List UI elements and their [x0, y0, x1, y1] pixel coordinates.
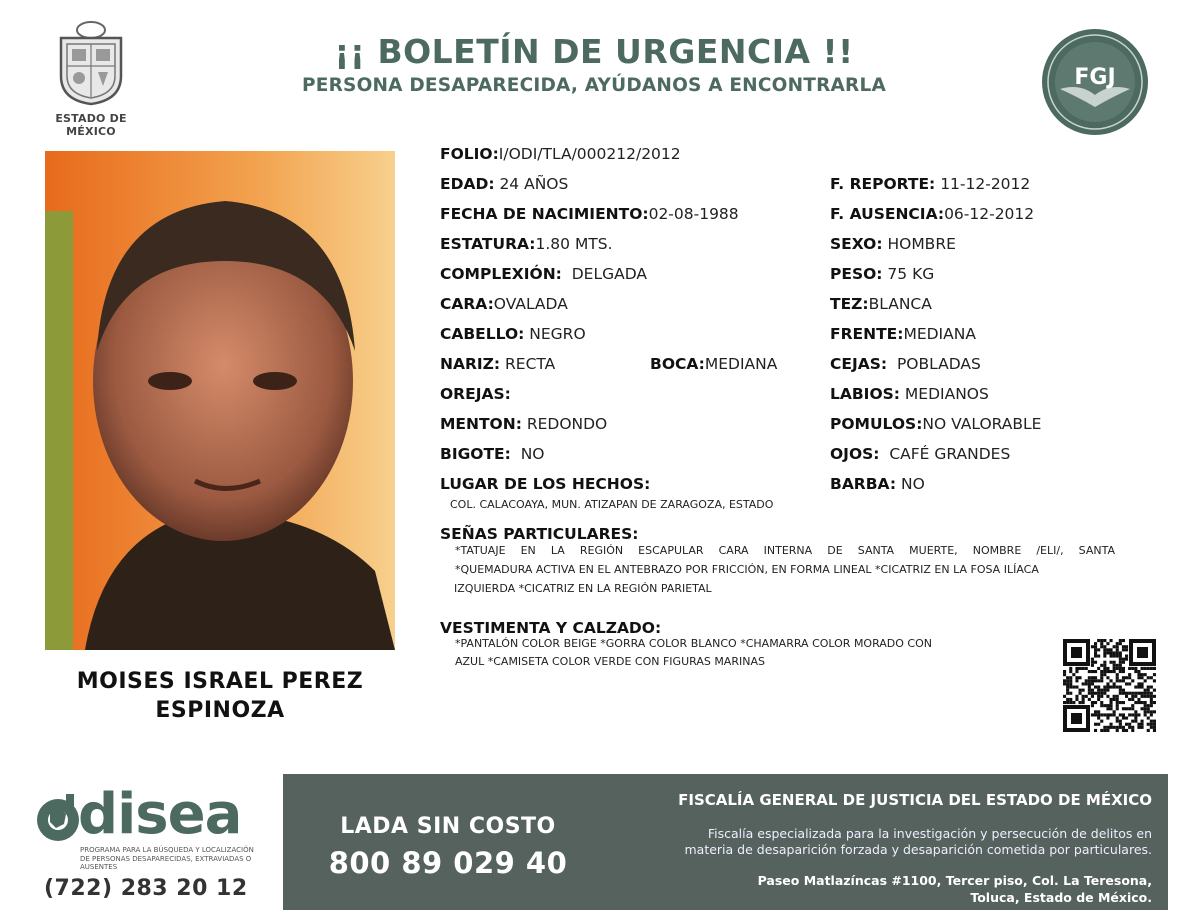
field-nariz: NARIZ: RECTA	[440, 355, 556, 373]
person-name	[45, 667, 395, 725]
estado-de-mexico-logo	[30, 18, 152, 138]
field-orejas: OREJAS:	[440, 385, 511, 403]
odisea-phone: (722) 283 20 12	[44, 876, 248, 901]
field-boca: BOCA:MEDIANA	[650, 355, 778, 373]
vestimenta-line2: AZUL *CAMISETA COLOR VERDE CON FIGURAS MARINAS	[455, 655, 765, 668]
bulletin-title: ¡¡ BOLETÍN DE URGENCIA !!	[334, 32, 854, 71]
field-sexo: SEXO: HOMBRE	[830, 235, 956, 253]
field-estatura: ESTATURA:1.80 MTS.	[440, 235, 613, 253]
lada-sin-costo-label: LADA SIN COSTO	[340, 814, 556, 839]
vestimenta-line1: *PANTALÓN COLOR BEIGE *GORRA COLOR BLANCO *CHAMARRA COLOR MORADO CON	[455, 637, 933, 650]
field-bigote: BIGOTE: NO	[440, 445, 545, 463]
field-peso: PESO: 75 KG	[830, 265, 935, 283]
odisea-logo	[36, 782, 276, 871]
svg-text:FGJ: FGJ	[1074, 65, 1116, 90]
field-fecha-reporte: F. REPORTE: 11-12-2012	[830, 175, 1031, 193]
field-cabello: CABELLO: NEGRO	[440, 325, 586, 343]
odisea-description: PROGRAMA PARA LA BÚSQUEDA Y LOCALIZACIÓN DE PERSONAS DESAPARECIDAS, EXTRAVIADAS O AUSENTES	[80, 846, 254, 871]
senas-line1: *TATUAJE EN LA REGIÓN ESCAPULAR CARA INTERNA DE SANTA MUERTE, NOMBRE /ELI/, SANTA	[455, 544, 1115, 557]
field-lugar-hechos: LUGAR DE LOS HECHOS:	[440, 475, 651, 493]
senas-line2: *QUEMADURA ACTIVA EN EL ANTEBRAZO POR FRICCIÓN, EN FORMA LINEAL *CICATRIZ EN LA FOSA ILÍACA	[455, 563, 1039, 576]
missing-person-photo	[45, 151, 395, 650]
bulletin-subtitle: PERSONA DESAPARECIDA, AYÚDANOS A ENCONTRARLA	[302, 75, 886, 96]
field-cejas: CEJAS: POBLADAS	[830, 355, 981, 373]
person-photo-icon	[45, 151, 395, 650]
lugar-detalle: COL. CALACOAYA, MUN. ATIZAPAN DE ZARAGOZA, ESTADO	[450, 498, 774, 511]
field-menton: MENTON: REDONDO	[440, 415, 608, 433]
senas-title: SEÑAS PARTICULARES:	[440, 525, 639, 543]
fgj-seal-icon	[1040, 27, 1150, 137]
field-fecha-nacimiento: FECHA DE NACIMIENTO:02-08-1988	[440, 205, 739, 223]
coat-of-arms-icon	[53, 20, 129, 106]
fiscalia-address: Paseo Matlazíncas #1100, Tercer piso, Col. La Teresona, Toluca, Estado de México.	[757, 873, 1152, 905]
field-complexion: COMPLEXIÓN: DELGADA	[440, 265, 647, 283]
field-pomulos: POMULOS:NO VALORABLE	[830, 415, 1042, 433]
field-barba: BARBA: NO	[830, 475, 925, 493]
field-fecha-ausencia: F. AUSENCIA:06-12-2012	[830, 205, 1035, 223]
person-name-line2: ESPINOZA	[155, 698, 285, 723]
lada-phone-number[interactable]: 800 89 029 40	[328, 846, 568, 880]
field-labios: LABIOS: MEDIANOS	[830, 385, 989, 403]
odisea-mexico-map-icon	[36, 790, 80, 846]
field-tez: TEZ:BLANCA	[830, 295, 932, 313]
odisea-wordmark: disea	[78, 782, 242, 847]
fgj-logo	[1040, 27, 1150, 137]
field-frente: FRENTE:MEDIANA	[830, 325, 976, 343]
vestimenta-text	[455, 635, 1015, 671]
estado-de-mexico-label: ESTADO DE MÉXICO	[55, 112, 127, 138]
fiscalia-title: FISCALÍA GENERAL DE JUSTICIA DEL ESTADO DE MÉXICO	[678, 791, 1152, 809]
field-cara: CARA:OVALADA	[440, 295, 568, 313]
person-name-line1: MOISES ISRAEL PEREZ	[76, 669, 364, 694]
field-folio: FOLIO:I/ODI/TLA/000212/2012	[440, 145, 681, 163]
qr-code-icon	[1063, 639, 1156, 732]
senas-text	[455, 541, 1115, 598]
field-ojos: OJOS: CAFÉ GRANDES	[830, 445, 1011, 463]
footer-contact-panel	[283, 774, 1168, 910]
vestimenta-title: VESTIMENTA Y CALZADO:	[440, 619, 662, 637]
fiscalia-description: Fiscalía especializada para la investigación y persecución de delitos en materia de desaparición forzada y desaparición cometida por particulares.	[684, 826, 1152, 857]
qr-code[interactable]	[1063, 639, 1156, 732]
field-edad: EDAD: 24 AÑOS	[440, 175, 569, 193]
senas-line3: IZQUIERDA *CICATRIZ EN LA REGIÓN PARIETAL	[454, 582, 712, 595]
